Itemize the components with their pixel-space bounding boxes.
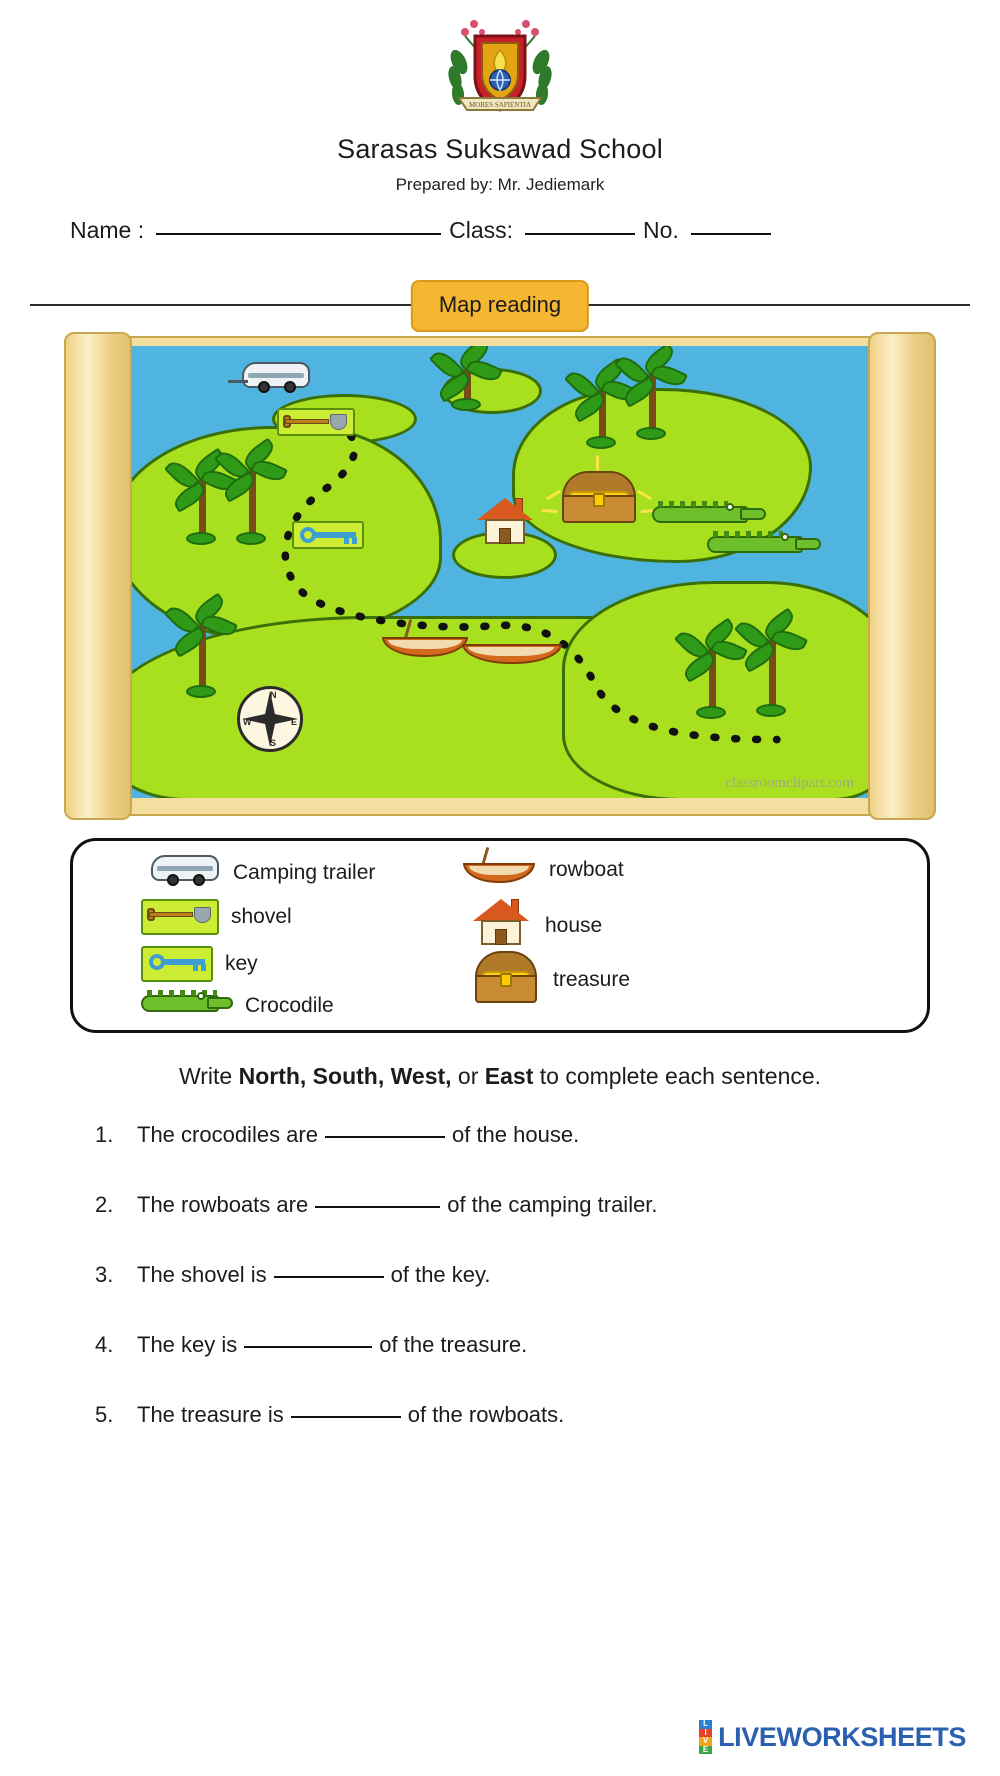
instruction-bold-1: North, South, West, bbox=[238, 1063, 452, 1089]
class-label: Class: bbox=[449, 217, 514, 243]
key-icon bbox=[292, 521, 364, 549]
no-input-blank[interactable] bbox=[691, 233, 771, 235]
section-title-pill: Map reading bbox=[411, 280, 589, 332]
prepared-by-text: Prepared by: Mr. Jediemark bbox=[395, 175, 605, 194]
question-text-after: of the treasure. bbox=[379, 1332, 528, 1357]
answer-blank[interactable] bbox=[291, 1416, 401, 1418]
instruction-part-2: or bbox=[451, 1063, 485, 1089]
student-info-row bbox=[70, 217, 940, 244]
legend-item-house bbox=[473, 899, 602, 953]
legend-item-treasure bbox=[475, 951, 630, 1009]
question-text-before: The key is bbox=[137, 1332, 238, 1357]
badge-letter-i: I bbox=[699, 1729, 712, 1738]
camping-trailer-icon bbox=[242, 362, 310, 388]
question-text-before: The shovel is bbox=[137, 1262, 267, 1287]
compass-rose-icon bbox=[237, 686, 303, 752]
question-text-after: of the rowboats. bbox=[407, 1402, 565, 1427]
legend-item-crocodile bbox=[141, 991, 334, 1021]
question-row bbox=[95, 1262, 1000, 1288]
question-text-after: of the house. bbox=[451, 1122, 580, 1147]
crest-container bbox=[0, 0, 1000, 120]
legend-label: Camping trailer bbox=[233, 861, 376, 884]
question-text-before: The crocodiles are bbox=[137, 1122, 318, 1147]
question-number: 4. bbox=[95, 1332, 114, 1357]
question-number: 5. bbox=[95, 1402, 114, 1427]
legend-label: rowboat bbox=[549, 858, 624, 881]
key-icon bbox=[141, 946, 213, 982]
name-label: Name : bbox=[70, 217, 145, 243]
legend-item-key bbox=[141, 946, 258, 982]
question-row bbox=[95, 1122, 1000, 1148]
question-number: 1. bbox=[95, 1122, 114, 1147]
shovel-icon bbox=[277, 408, 355, 436]
answer-blank[interactable] bbox=[244, 1346, 372, 1348]
treasure-icon bbox=[475, 951, 541, 1009]
question-text-after: of the key. bbox=[390, 1262, 491, 1287]
legend-label: house bbox=[545, 914, 603, 937]
school-crest-icon bbox=[425, 10, 575, 120]
map-illustration bbox=[70, 336, 930, 816]
page-title: Sarasas Suksawad School bbox=[337, 134, 663, 164]
legend-item-rowboat bbox=[463, 851, 624, 889]
legend-label: treasure bbox=[553, 968, 631, 991]
liveworksheets-brand-text: LIVEWORKSHEETS bbox=[718, 1721, 966, 1752]
svg-text:MORES SAPIENTIA: MORES SAPIENTIA bbox=[468, 101, 532, 109]
map-canvas bbox=[132, 346, 868, 798]
badge-letter-e: E bbox=[699, 1746, 712, 1755]
question-number: 3. bbox=[95, 1262, 114, 1287]
name-input-blank[interactable] bbox=[156, 233, 441, 235]
badge-letter-v: V bbox=[699, 1737, 712, 1746]
legend-label: shovel bbox=[231, 905, 292, 928]
rowboat-icon bbox=[382, 631, 468, 657]
map-legend bbox=[70, 838, 930, 1033]
liveworksheets-logo[interactable] bbox=[699, 1720, 966, 1754]
question-row bbox=[95, 1192, 1000, 1218]
question-list bbox=[95, 1122, 1000, 1428]
compass-south-label: S bbox=[270, 738, 277, 748]
question-text-before: The rowboats are bbox=[137, 1192, 309, 1217]
answer-blank[interactable] bbox=[325, 1136, 445, 1138]
rowboat-icon bbox=[463, 851, 537, 889]
crocodile-icon bbox=[652, 506, 748, 523]
crocodile-icon bbox=[707, 536, 803, 553]
legend-label: Crocodile bbox=[245, 994, 334, 1017]
legend-item-shovel bbox=[141, 899, 292, 935]
question-row bbox=[95, 1332, 1000, 1358]
class-input-blank[interactable] bbox=[525, 233, 635, 235]
compass-north-label: N bbox=[270, 690, 277, 700]
instruction-bold-2: East bbox=[484, 1063, 534, 1089]
liveworksheets-badge-icon bbox=[699, 1720, 712, 1754]
question-number: 2. bbox=[95, 1192, 114, 1217]
answer-blank[interactable] bbox=[315, 1206, 440, 1208]
house-icon bbox=[477, 498, 533, 544]
watermark-text: classroomclipart.com bbox=[725, 775, 854, 791]
camping-trailer-icon bbox=[151, 855, 221, 891]
treasure-icon bbox=[562, 471, 636, 523]
no-label: No. bbox=[643, 217, 679, 243]
instruction-part-1: Write bbox=[178, 1063, 239, 1089]
compass-east-label: E bbox=[290, 717, 297, 727]
section-title-bar bbox=[0, 280, 1000, 328]
question-text-before: The treasure is bbox=[137, 1402, 284, 1427]
shovel-icon bbox=[141, 899, 219, 935]
compass-west-label: W bbox=[243, 717, 252, 727]
crocodile-icon bbox=[141, 991, 233, 1021]
instruction-text bbox=[0, 1063, 1000, 1090]
question-text-after: of the camping trailer. bbox=[447, 1192, 658, 1217]
answer-blank[interactable] bbox=[274, 1276, 384, 1278]
legend-item-camping-trailer bbox=[151, 855, 375, 891]
legend-label: key bbox=[225, 952, 258, 975]
rowboat-icon bbox=[462, 638, 562, 664]
instruction-part-3: to complete each sentence. bbox=[533, 1063, 822, 1089]
house-icon bbox=[473, 899, 533, 953]
badge-letter-l: L bbox=[699, 1720, 712, 1729]
question-row bbox=[95, 1402, 1000, 1428]
